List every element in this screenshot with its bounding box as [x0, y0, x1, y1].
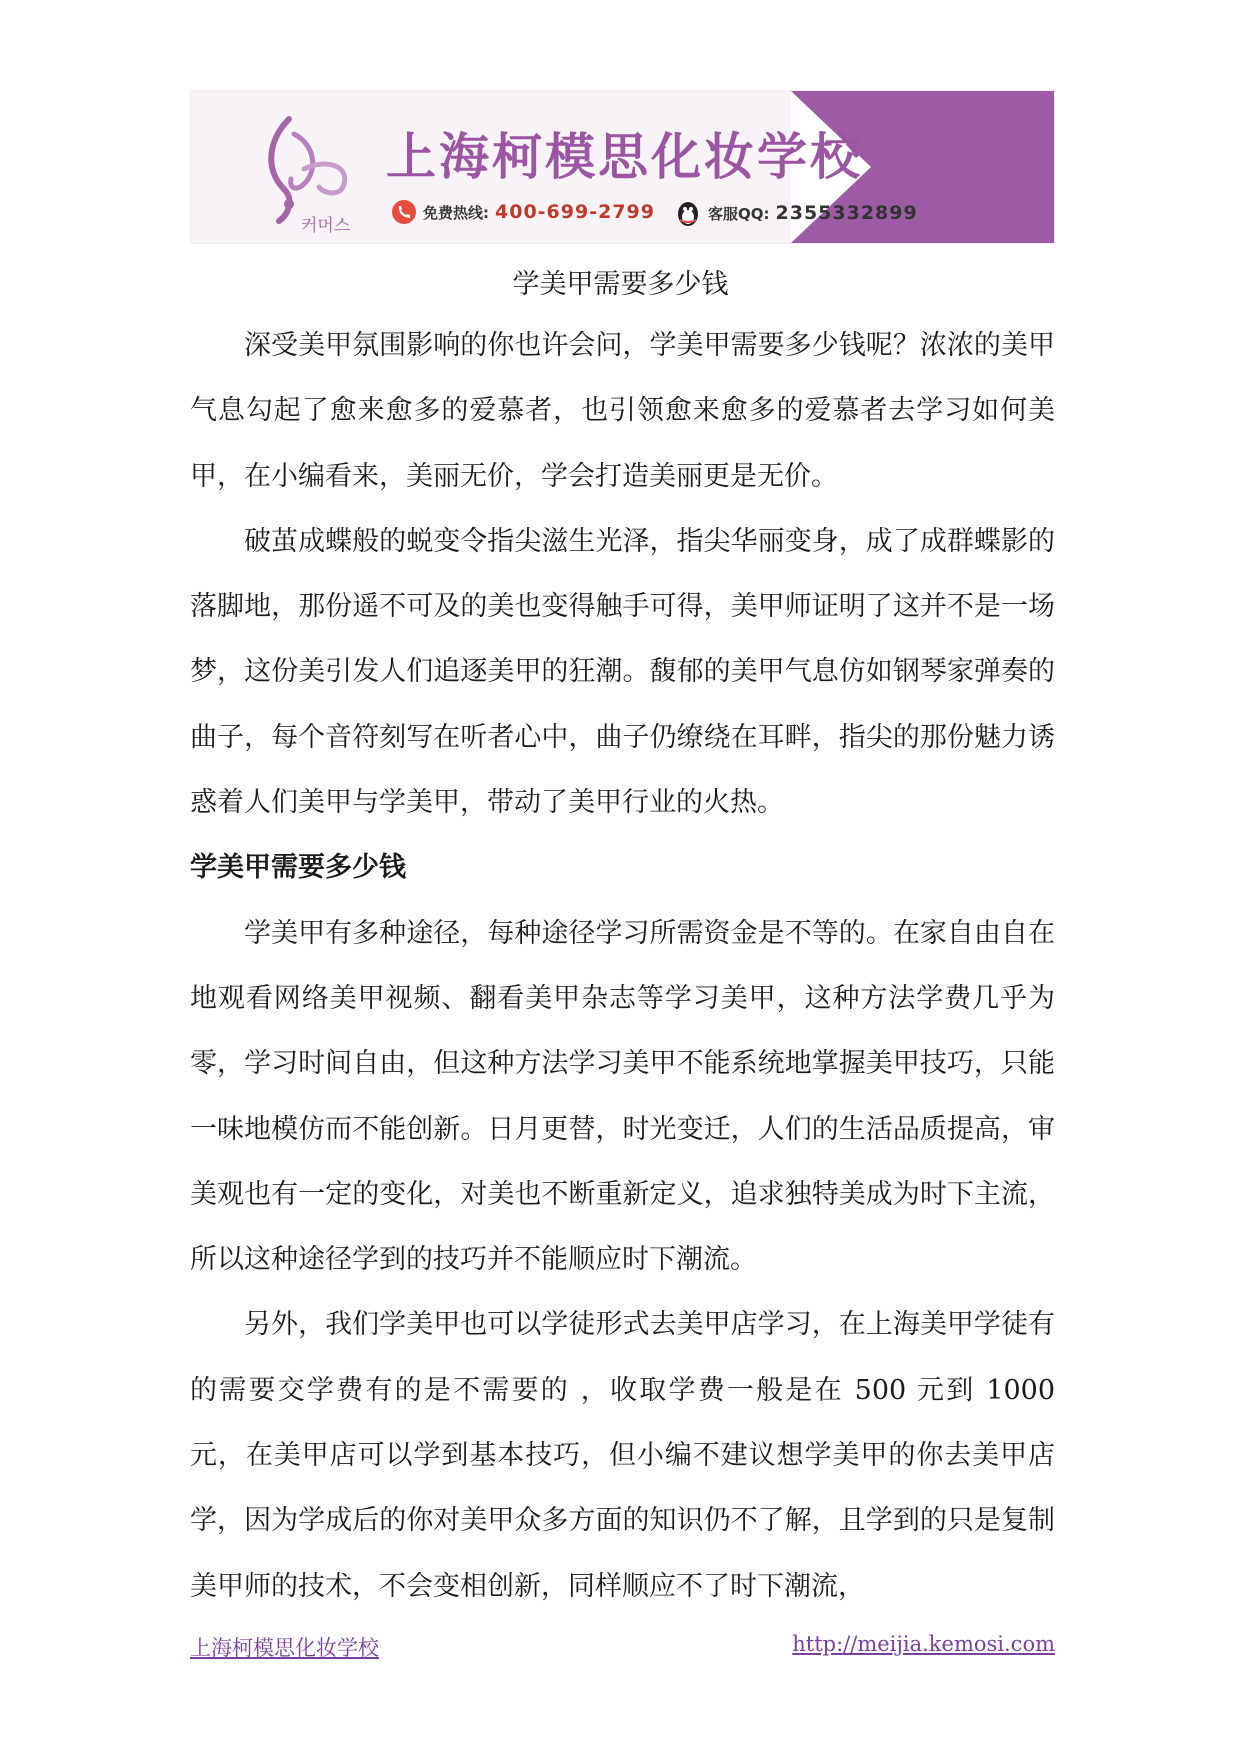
butterfly-logo-icon [249, 109, 354, 227]
qq-info [674, 199, 918, 227]
qq-number: 2355332899 [775, 202, 918, 224]
section-heading: 学美甲需要多少钱 [190, 852, 406, 884]
document-title: 学美甲需要多少钱 [512, 269, 729, 300]
document-body [190, 313, 1055, 1619]
hotline-label: 免费热线: [423, 203, 489, 222]
logo-subtitle: 커머스 [301, 216, 351, 236]
hotline-info [391, 199, 655, 225]
footer-url-link[interactable]: http://meijia.kemosi.com [792, 1632, 1055, 1656]
paragraph: 学美甲有多种途径，每种途径学习所需资金是不等的。在家自由自在地观看网络美甲视频、翻看美甲杂志等学习美甲，这种方法学费几乎为零，学习时间自由，但这种方法学习美甲不能系统地掌握美甲技巧，只能一味地模仿而不能创新。日月更替，时光变迁，人们的生活品质提高，审美观也有一定的变化，对美也不断重新定义，追求独特美成为时下主流，所以这种途径学到的技巧并不能顺应时下潮流。 [190, 917, 1055, 1276]
qq-label: 客服QQ: [708, 204, 770, 223]
paragraph: 深受美甲氛围影响的你也许会问，学美甲需要多少钱呢？浓浓的美甲气息勾起了愈来愈多的爱慕者，也引领愈来愈多的爱慕者去学习如何美甲，在小编看来，美丽无价，学会打造美丽更是无价。 [190, 330, 1055, 492]
hotline-number: 400-699-2799 [495, 201, 655, 223]
header-banner [190, 90, 1055, 244]
paragraph: 破茧成蝶般的蜕变令指尖滋生光泽，指尖华丽变身，成了成群蝶影的落脚地，那份遥不可及的美也变得触手可得，美甲师证明了这并不是一场梦，这份美引发人们追逐美甲的狂潮。馥郁的美甲气息仿如钢琴家弹奏的曲子，每个音符刻写在听者心中，曲子仍缭绕在耳畔，指尖的那份魅力诱惑着人们美甲与学美甲，带动了美甲行业的火热。 [190, 525, 1055, 819]
footer-school-link[interactable]: 上海柯模思化妆学校 [190, 1636, 379, 1660]
phone-icon [391, 199, 417, 225]
qq-penguin-icon [674, 199, 702, 227]
school-name: 上海柯模思化妆学校 [386, 128, 863, 186]
paragraph: 另外，我们学美甲也可以学徒形式去美甲店学习，在上海美甲学徒有的需要交学费有的是不需要的 ，收取学费一般是在 500 元到 1000 元，在美甲店可以学到基本技巧，但小编不建议想学美甲的你去美甲店学，因为学成后的你对美甲众多方面的知识仍不了解，且学到的只是复制美甲师的技术，不会变相创新，同样顺应不了时下潮流， [190, 1309, 1055, 1602]
